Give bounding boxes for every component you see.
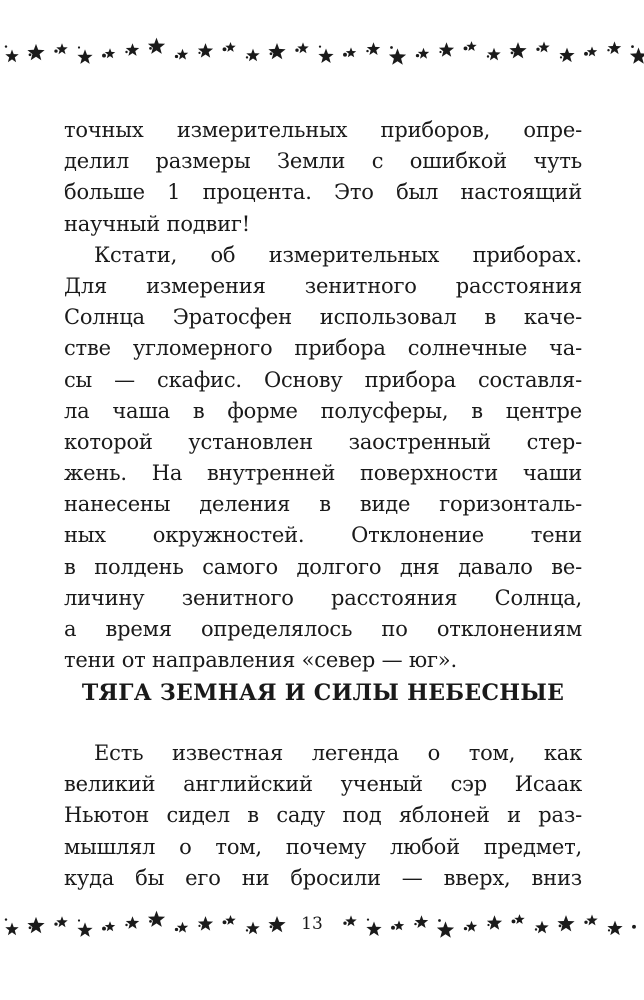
border-dot xyxy=(29,53,32,56)
text-line: Ньютон сидел в саду под яблоней и раз- xyxy=(64,803,582,828)
border-dot xyxy=(54,922,57,925)
border-star-icon xyxy=(268,916,285,932)
border-dot xyxy=(270,925,273,928)
text-line: Для измерения зенитного расстояния xyxy=(64,273,582,298)
border-dot xyxy=(487,924,489,926)
border-star-icon xyxy=(105,921,115,931)
border-star-icon xyxy=(466,921,477,932)
border-star-icon xyxy=(198,43,213,58)
text-line: ных окружностей. Отклонение тени xyxy=(64,523,582,548)
text-line: сы — скафис. Основу прибора составля- xyxy=(64,367,582,392)
border-dot xyxy=(149,920,152,923)
border-dot xyxy=(78,919,80,921)
border-dot xyxy=(560,56,562,58)
border-dot xyxy=(464,46,468,50)
text-line: нанесены деления в виде горизонталь- xyxy=(64,492,582,517)
text-line: тени от направления «север — юг». xyxy=(64,648,457,673)
border-dot xyxy=(246,929,248,931)
border-dot xyxy=(487,55,489,57)
border-star-icon xyxy=(557,915,574,931)
section-heading: ТЯГА ЗЕМНАЯ И СИЛЫ НЕБЕСНЫЕ xyxy=(81,680,565,706)
border-dot xyxy=(584,921,587,924)
border-star-icon xyxy=(246,922,259,935)
border-dot xyxy=(175,928,178,931)
border-star-icon xyxy=(246,49,259,62)
border-star-icon xyxy=(586,915,597,926)
border-star-icon xyxy=(56,916,67,927)
border-star-icon xyxy=(126,916,139,929)
border-star-icon xyxy=(148,911,165,927)
border-star-icon xyxy=(509,42,526,58)
border-star-icon xyxy=(105,48,115,58)
text-line: делил размеры Земли с ошибкой чуть xyxy=(64,149,582,174)
border-dot xyxy=(5,918,7,920)
border-dot xyxy=(149,47,152,50)
border-star-icon xyxy=(268,43,285,59)
border-dot xyxy=(175,55,178,58)
border-star-icon xyxy=(318,49,333,64)
border-star-icon xyxy=(607,921,622,936)
border-dot xyxy=(390,46,393,49)
border-dot xyxy=(125,51,127,53)
border-star-icon xyxy=(346,47,356,57)
paragraph-3 xyxy=(64,738,582,894)
border-dot xyxy=(464,927,467,930)
text-line: ла чаша в форме полусферы, в центре xyxy=(64,398,582,423)
border-dot xyxy=(391,926,395,930)
border-star-icon xyxy=(198,916,213,931)
text-line: точных измерительных приборов, опре- xyxy=(64,118,582,142)
border-dot xyxy=(29,926,32,929)
border-star-icon xyxy=(77,922,92,937)
border-dot xyxy=(511,52,514,55)
border-dot xyxy=(78,46,80,48)
border-dot xyxy=(5,45,7,47)
text-line: Кстати, об измерительных приборах. xyxy=(94,242,582,267)
border-dot xyxy=(607,49,609,51)
border-star-icon xyxy=(487,48,500,61)
border-star-icon xyxy=(514,914,524,924)
border-star-icon xyxy=(177,922,188,933)
paragraph-1 xyxy=(64,115,582,240)
border-star-icon xyxy=(587,47,597,57)
page-number: 13 xyxy=(292,913,332,935)
border-dot xyxy=(295,49,298,52)
border-star-icon xyxy=(126,43,139,56)
text-line: Солнца Эратосфен использовал в каче- xyxy=(64,305,582,330)
border-star-icon xyxy=(487,915,502,930)
border-star-icon xyxy=(366,922,381,937)
border-star-icon xyxy=(394,920,404,930)
text-line: куда бы его ни бросили — вверх, вниз xyxy=(64,865,582,890)
top-star-border xyxy=(0,22,644,82)
border-star-icon xyxy=(389,48,406,64)
border-dot xyxy=(367,919,369,921)
text-line: Есть известная легенда о том, как xyxy=(94,741,582,765)
border-dot xyxy=(416,54,419,57)
border-star-icon xyxy=(418,48,429,59)
border-star-icon xyxy=(437,921,454,937)
border-dot xyxy=(54,49,57,52)
border-dot xyxy=(536,48,539,51)
border-dot xyxy=(366,50,368,52)
border-star-icon xyxy=(538,42,549,53)
text-line: а время определялось по отклонениям xyxy=(64,617,582,642)
border-dot xyxy=(343,53,347,57)
paragraph-2 xyxy=(64,240,582,677)
border-star-icon xyxy=(608,41,621,54)
border-dot xyxy=(198,52,200,54)
text-line: мышлял о том, почему любой предмет, xyxy=(64,834,582,859)
text-line: которой установлен заостренный стер- xyxy=(64,429,582,454)
border-star-icon xyxy=(56,43,67,54)
border-dot xyxy=(246,56,248,58)
border-dot xyxy=(559,925,562,928)
text-line: в полдень самого долгого дня давало ве- xyxy=(64,554,582,579)
text-line: великий английский ученый сэр Исаак xyxy=(64,772,582,797)
border-star-icon xyxy=(439,42,454,57)
border-star-icon xyxy=(225,915,235,925)
border-dot xyxy=(631,45,634,48)
border-star-icon xyxy=(630,48,644,64)
border-dot xyxy=(198,925,200,927)
border-star-icon xyxy=(27,44,44,60)
border-star-icon xyxy=(535,921,548,934)
border-star-icon xyxy=(148,38,165,54)
border-star-icon xyxy=(415,915,428,928)
border-star-icon xyxy=(559,48,574,63)
border-star-icon xyxy=(297,42,308,53)
border-dot xyxy=(632,925,636,929)
border-star-icon xyxy=(5,50,18,63)
border-dot xyxy=(535,928,537,930)
border-dot xyxy=(125,924,127,926)
border-star-icon xyxy=(367,42,380,55)
border-dot xyxy=(270,52,273,55)
border-dot xyxy=(223,920,227,924)
border-dot xyxy=(439,51,441,53)
border-star-icon xyxy=(466,41,476,51)
border-star-icon xyxy=(5,923,18,936)
border-dot xyxy=(102,927,106,931)
text-line: жень. На внутренней поверхности чаши xyxy=(64,461,582,486)
border-star-icon xyxy=(27,917,44,933)
border-dot xyxy=(343,922,346,925)
border-dot xyxy=(102,54,106,58)
border-star-icon xyxy=(225,42,235,52)
text-line: больше 1 процента. Это был настоящий xyxy=(64,180,582,205)
border-dot xyxy=(584,52,588,56)
border-star-icon xyxy=(345,915,356,926)
border-dot xyxy=(512,919,516,923)
border-star-icon xyxy=(77,49,92,64)
border-dot xyxy=(608,929,610,931)
text-line: личину зенитного расстояния Солнца, xyxy=(64,585,582,610)
border-dot xyxy=(438,919,441,922)
border-dot xyxy=(319,46,321,48)
text-line: стве угломерного прибора солнечные ча- xyxy=(64,336,582,361)
border-dot xyxy=(414,923,416,925)
text-line: научный подвиг! xyxy=(64,211,250,236)
border-dot xyxy=(223,47,227,51)
border-star-icon xyxy=(177,49,188,60)
